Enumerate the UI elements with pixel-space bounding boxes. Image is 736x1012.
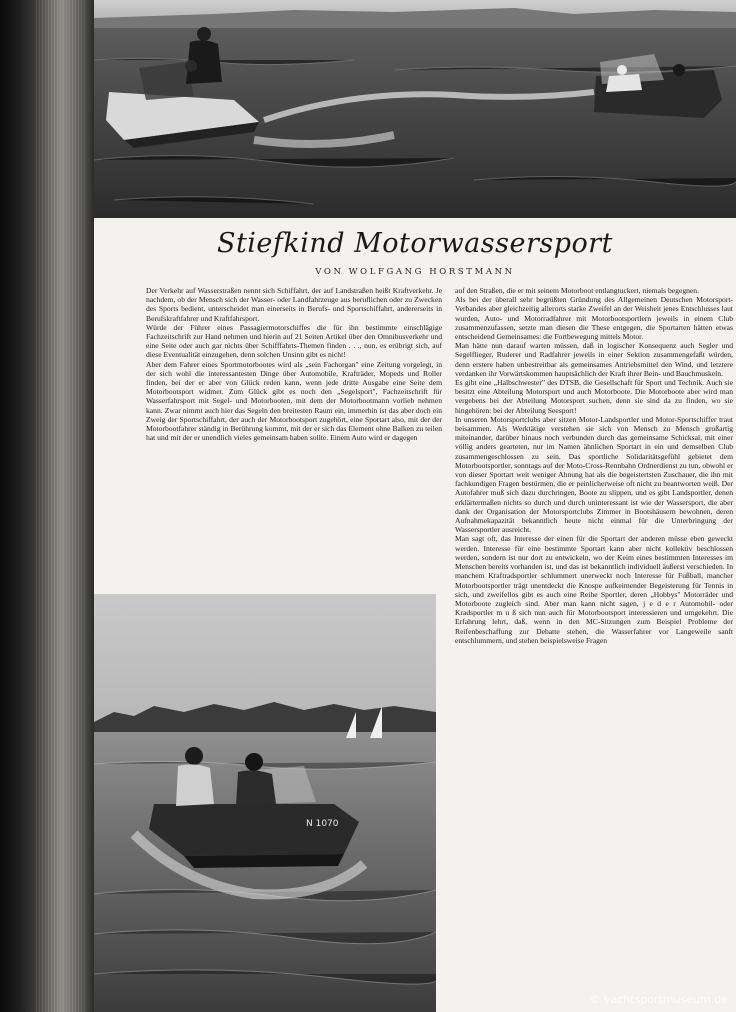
article-column-right [455,286,733,954]
article-column-left [146,286,442,586]
paragraph: Der Verkehr auf Wasserstraßen nennt sich Schiffahrt, der auf Landstraßen heißt Kraftverkehr. Je nachdem, ob der Mensch sich der Wasser- oder Landfahrzeuge aus beruflichen oder zu Zwecken des Sports bedient, unterscheidet man einerseits in Berufs- und Sportschiffahrt, andererseits in Berufskraftfahrer und Kraftfahrsport. [146,286,442,323]
copyright-watermark: © yachtsportmuseum.de [589,993,728,1006]
photo-motorboat-lake [94,594,436,1012]
paragraph: auf den Straßen, die er mit seinem Motorboot entlangtuckert, niemals begegnen. [455,286,699,295]
paragraph: In unseren Motorsportclubs aber sitzen Motor-Landsportler und Motor-Sportschiffer traut beisammen. Als Werktätige verstehen sie sich von Mensch zu Mensch großartig miteinander, darüber hinaus noch verbunden durch das gemeinsame Schicksal, mit einer völlig anders gearteten, nur im Namen ähnlichen Sportart in ein und demselben Club zusammengeschlossen zu sein. Das sportliche Solidaritätsgefühl gebietet dem Motorbootsportler, sonntags auf der Moto-Cross-Rennbahn Ordnerdienst zu tun, obwohl er von dieser Sportart weit weniger Ahnung hat als die begeistertsten Zuschauer, die ihn mit fachkundigen Fragen bestürmen, die er peinlicherweise oft nicht zu beantworten weiß. Der Autofahrer muß sich dazu durchringen, Boote zu slippen, und es gibt Landsportler, denen erklärtermaßen nichts so durch und durch uninteressant ist wie der Wassersport, die aber dank der Organisation der Motorsportclubs Zimmer in Bootshäusern bewohnen, deren Aufnahmekapazität bekanntlich heute nicht einmal für die Unterbringung der Wassersportler ausreicht. [455,414,733,535]
magazine-page [94,0,736,1012]
article-title: Stiefkind Motorwassersport [216,228,614,259]
paragraph: Aber dem Fahrer eines Sportmotorbootes wird als „sein Fachorgan" eine Zeitung vorgelegt, in der sich wohl die interessantesten Dinge über Automobile, Krafträder, Mopeds und Roller finden, bei der er aber von Glück reden kann, wenn jede dritte Ausgabe eine Seite dem Motorbootsport widmet. Zum Glück gibt es noch den „Segelsport", Fachzeitschrift für Wasserfahrsport mit Segel- und Motorbooten, mit dem der Motorbootmann vorlieb nehmen kann. Zwar nimmt auch hier das Segeln den breitesten Raum ein, immerhin ist das aber doch ein Zweig der Sportschiffahrt, der auch der Motorbootsport zugehört, eine Sportart also, mit der der Motorbootfahrer ständig in Berührung kommt, mit der er sich das Element ohne Balken zu teilen hat und mit der er unendlich vieles gemeinsam haben sollte. Einem Auto wird er dagegen [146,359,442,443]
paragraph: Würde der Führer eines Passagiermotorschiffes die für ihn bestimmte einschlägige Fachzeitschrift zur Hand nehmen und hierin auf 21 Seiten Artikel über den Omnibusverkehr und eine Seite oder auch gar nichts über Schifffahrts-Themen finden . . ., nun, es erübrigt sich, auf diese Eventualität einzugehen, denn solchen Unsinn gibt es nicht! [146,322,442,360]
photo-two-motorboats [94,0,736,218]
paragraph: Man hätte nun darauf warten müssen, daß in logischer Konsequenz auch Segler und Segelflieger, Ruderer und Radfahrer jeweils in einer Sektion zusammengefaßt würden, denn erstere haben unbestreitbar als gemeinsames Antriebsmittel den Wind, und letztere verdanken ihr Vorwärtskommen hauptsächlich der Kraft ihrer Bein- und Bauchmuskeln. [455,341,733,378]
paragraph: Es gibt eine „Halbschwester" des DTSB, die Gesellschaft für Sport und Technik. Auch sie besitzt eine Abteilung Motorsport und auch Motorboote. Die Motorboote aber wird man vergebens bei der Abteilung Motorsport suchen, denn sie sind da zu finden, wo sie hingehören: bei der Abteilung Seesport! [455,378,733,415]
paragraph: Man sagt oft, das Interesse der einen für die Sportart der anderen müsse eben geweckt werden. Interesse für eine bestimmte Sportart kann aber nicht kollektiv beschlossen werden, sondern ist nur dort zu entwickeln, wo der Keim eines bestimmten Interesses im Menschen bereits vorhanden ist, und das ist bekanntlich individuell äußerst verschieden. In manchem Kraftradsportler schlummert unerweckt noch Interesse für Fußball, mancher Motorbootsportler trägt unentdeckt die Knospe aufkeimender Begeisterung für Tennis in sich, und zweifellos gibt es auch eine Reihe Sportler, deren „Hobbys" Motorräder und Motorboote zugleich sind. Aber man kann nicht sagen, j e d e r Automobil- oder Kradsportler m u ß sich nun auch für Motorbootsport interessieren und umgekehrt. Die Erfahrung lehrt, daß, wenn in den MC-Sitzungen zum Beispiel Probleme der Reifenbeschaffung zur Debatte stehen, die Wasserfahrer vor Langeweile sanft entschlummern, und stehen beispielsweise Fragen [455,534,733,645]
paragraph: Als bei der überall sehr begrüßten Gründung des Allgemeinen Deutschen Motorsport-Verbandes aber gleichzeitig allerorts starke Zweifel an der Weisheit jenes Entschlusses laut wurden, Auto- und Motorradfahrer mit Motorbootsportlern jeweils in einem Club zusammenzufassen, setzte man diesen die These entgegen, die Sportarten hätten etwas entscheidend Gemeinsames: die Fortbewegung mittels Motor. [455,295,733,342]
article-byline: VON WOLFGANG HORSTMANN [315,267,515,277]
book-page-edges [0,0,94,1012]
boat-registration-number: N 1070 [306,819,339,829]
